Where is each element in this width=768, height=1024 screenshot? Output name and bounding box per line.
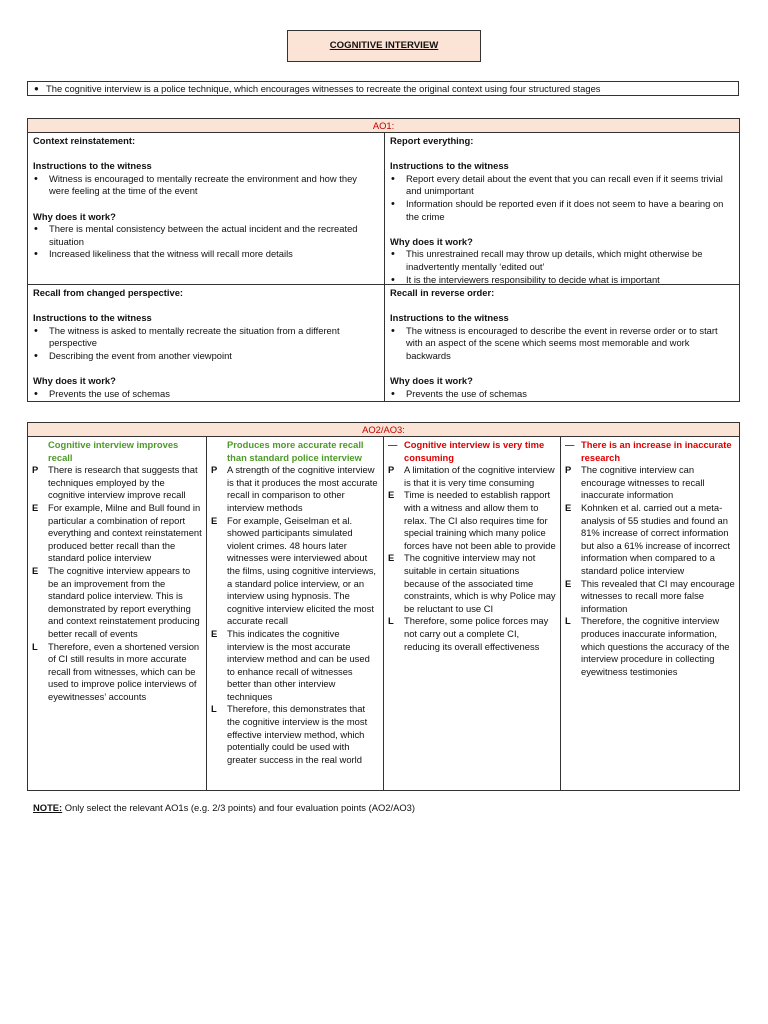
pee-row [388,552,556,615]
cell-title: Recall from changed perspective: [33,287,184,298]
ao1-cell-changed-perspective [28,285,385,402]
instructions-list [390,325,734,363]
spacer [33,363,379,376]
ao2-column [560,437,739,791]
plus-marker-icon [211,439,227,464]
heading-text: Cognitive interview improves recall [48,439,179,463]
list-item: • Information should be reported even if it does not seem to have a bearing on the crime [390,198,734,223]
row-text: Kohnken et al. carried out a meta-analysis of 55 studies and found an 81% increase of correct information but also a 61% increase of incorrect information when compared to a standard police interview [581,501,731,576]
row-letter: E [32,501,39,513]
row-text: Therefore, some police forces may not carry out a complete CI, reducing its overall effectiveness [404,615,549,652]
pee-row [388,615,556,653]
row-text: Therefore, even a shortened version of CI still results in more accurate recall from witnesses, which can be used to improve police interviews of eyewitnesses’ accounts [48,640,200,702]
cell-title: Report everything: [390,135,474,146]
instructions-label: Instructions to the witness [390,160,509,172]
row-letter: E [388,552,395,564]
ao2-column [383,437,560,791]
pee-row [388,489,556,552]
minus-marker-icon: — [388,439,398,450]
ao1-cell-context-reinstatement [28,133,385,285]
pee-row [211,628,379,704]
ao2-columns [28,437,739,791]
row-letter: E [211,627,218,639]
list-item: • Describing the event from another viewpoint [33,350,379,363]
pee-row [32,565,202,641]
minus-marker-icon: — [565,439,575,450]
intro-text: The cognitive interview is a police technique, which encourages witnesses to recreate the original context using four structured stages [46,82,601,94]
instructions-label: Instructions to the witness [33,312,152,324]
row-letter: P [32,464,39,476]
heading-text: Produces more accurate recall than standard police interview [227,439,364,463]
ao1-header: AO1: [28,119,739,133]
list-item: • The witness is asked to mentally recreate the situation from a different perspective [33,325,379,350]
row-text: A limitation of the cognitive interview is that it is very time consuming [404,464,555,488]
pee-row [211,464,379,514]
why-list [390,248,734,285]
list-item: • Increased likeliness that the witness will recall more details [33,248,379,261]
row-letter: E [388,489,395,501]
instructions-list [33,173,379,198]
why-list [33,388,379,401]
cell-title: Recall in reverse order: [390,287,495,298]
row-text: For example, Geiselman et al. showed participants simulated violent crimes. 48 hours later witnesses were interviewed about the films, using cognitive interviews, a standard police interview, or an interview using hypnosis. The cognitive interview elicited the most accurate recall [227,514,377,627]
row-text: Time is needed to establish rapport with a witness and allow them to relax. The CI also requires time for special training which many police forces have not been able to provide [404,489,556,551]
column-heading [388,439,556,464]
row-letter: L [32,640,38,652]
pee-row [565,578,735,616]
instructions-label: Instructions to the witness [390,312,509,324]
row-letter: P [211,464,218,476]
pee-row [565,615,735,678]
ao2-column [28,437,206,791]
spacer [390,148,734,161]
row-letter: E [32,564,39,576]
plus-marker-icon [32,439,48,464]
row-text: This revealed that CI may encourage witnesses to recall more false information [581,577,735,614]
spacer [33,300,379,313]
row-text: A strength of the cognitive interview is that it produces the most accurate recall in comparison to other interview methods [227,464,378,513]
row-text: The cognitive interview can encourage witnesses to recall inaccurate information [581,464,705,501]
pee-row [32,641,202,704]
cell-title: Context reinstatement: [33,135,136,146]
row-letter: L [388,615,394,627]
row-text: The cognitive interview appears to be an improvement from the standard police interview. This is demonstrated by report everything and context reinstatement producing better recall of events [48,564,200,639]
row-letter: E [211,514,218,526]
spacer [33,198,379,211]
pee-row [32,464,202,502]
list-item: • Report every detail about the event that you can recall even if it seems trivial and unimportant [390,173,734,198]
pee-row [565,502,735,578]
row-text: Therefore, this demonstrates that the cognitive interview is the most effective interview method, which potentially could be used with greater success in the real world [227,703,368,765]
ao2-header: AO2/AO3: [28,423,739,437]
why-label: Why does it work? [390,375,473,387]
row-letter: E [565,501,572,513]
row-letter: P [388,464,395,476]
ao1-cell-reverse-order [385,285,739,402]
pee-row [211,515,379,628]
pee-row [32,502,202,565]
row-text: This indicates the cognitive interview is the most accurate interview method and can be used to enhance recall of witnesses better than other interview techniques [227,627,370,702]
row-text: The cognitive interview may not suitable in certain situations because of the associated time constraints, which is why Police may be reluctant to use CI [404,552,556,614]
ao1-table [27,118,740,402]
spacer [33,148,379,161]
note-label: NOTE: [33,802,63,813]
spacer [390,300,734,313]
list-item: • This unrestrained recall may throw up details, which might otherwise be inadvertently mentally ‘edited out’ [390,248,734,273]
row-letter: L [565,615,571,627]
column-heading [565,439,735,464]
ao1-cell-report-everything [385,133,739,285]
ao2-column [206,437,383,791]
heading-text: Cognitive interview is very time consuming [404,439,545,463]
pee-row [211,703,379,766]
why-list [33,223,379,261]
why-list [390,388,734,401]
row-letter: L [211,703,217,715]
column-heading [32,439,202,464]
list-item: • Prevents the use of schemas [33,388,379,401]
ao1-grid [28,133,739,402]
why-label: Why does it work? [390,235,473,247]
pee-row [388,464,556,489]
ao2-table [27,422,740,791]
list-item: • Witness is encouraged to mentally recreate the environment and how they were feeling at the time of the event [33,173,379,198]
title-box [287,30,481,62]
note-text: Only select the relevant AO1s (e.g. 2/3 points) and four evaluation points (AO2/AO3) [62,802,415,813]
instructions-list [390,173,734,223]
instructions-list [33,325,379,363]
row-text: For example, Milne and Bull found in particular a combination of report everything and context reinstatement produced better recall than the standard police interview [48,501,202,564]
list-item: • It is the interviewers responsibility to decide what is important [390,274,734,285]
row-letter: P [565,464,572,476]
list-item: • There is mental consistency between the actual incident and the recreated situation [33,223,379,248]
spacer [390,223,734,236]
bullet-icon: ● [34,83,39,93]
page-title: COGNITIVE INTERVIEW [329,39,439,51]
instructions-label: Instructions to the witness [33,160,152,172]
list-item: • The witness is encouraged to describe the event in reverse order or to start with an aspect of the scene which seems most memorable and work backwards [390,325,734,363]
row-text: Therefore, the cognitive interview produces inaccurate information, which questions the accuracy of the interview procedure in collecting eyewitness testimonies [581,615,730,677]
intro-box [27,81,739,96]
heading-text: There is an increase in inaccurate research [581,439,732,463]
pee-row [565,464,735,502]
row-text: There is research that suggests that techniques employed by the cognitive interview improve recall [48,464,198,501]
column-heading [211,439,379,464]
note [33,802,415,815]
list-item: • Prevents the use of schemas [390,388,734,401]
row-letter: E [565,577,572,589]
spacer [390,363,734,376]
why-label: Why does it work? [33,375,116,387]
why-label: Why does it work? [33,210,116,222]
